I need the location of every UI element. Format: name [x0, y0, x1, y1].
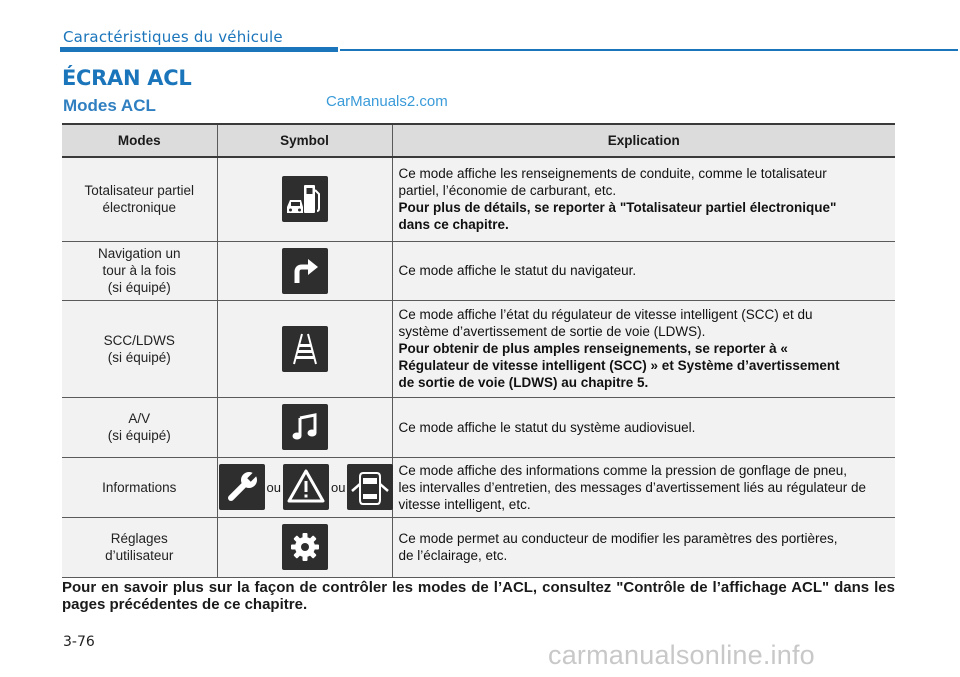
mode-cell: Réglages d’utilisateur: [62, 517, 217, 577]
warning-icon: [283, 464, 329, 510]
header-bar-thin: [340, 49, 958, 51]
explanation-cell: Ce mode permet au conducteur de modifier les paramètres des portières, de l’éclairage, etc.: [392, 517, 895, 577]
table-row: [62, 457, 895, 517]
mode-cell: Navigation un tour à la fois (si équipé): [62, 241, 217, 300]
table-row: [62, 517, 895, 577]
explanation-cell: Ce mode affiche l’état du régulateur de vitesse intelligent (SCC) et du système d’avertissement de sortie de voie (LDWS). Pour obtenir de plus amples renseignements, se reporter à « Régulateur de vitesse intelligent (SCC) » et Système d’avertissement de sortie de voie (LDWS) au chapitre 5.: [392, 300, 895, 397]
mode-cell: SCC/LDWS (si équipé): [62, 300, 217, 397]
symbol-cell: [217, 300, 392, 397]
header-bar-thick: [60, 47, 338, 52]
table-row: [62, 300, 895, 397]
table-row: [62, 157, 895, 241]
mode-cell: A/V (si équipé): [62, 397, 217, 457]
door-open-icon: [347, 464, 393, 510]
column-header-symbol: Symbol: [217, 124, 392, 157]
symbol-cell: [217, 397, 392, 457]
trip-fuel-icon: [282, 176, 328, 222]
symbol-cell: [217, 517, 392, 577]
wrench-icon: [219, 464, 265, 510]
watermark-bottom: carmanualsonline.info: [548, 640, 815, 670]
section-header: Caractéristiques du véhicule: [63, 28, 283, 46]
explanation-cell: Ce mode affiche le statut du système audiovisuel.: [392, 397, 895, 457]
mode-cell: Informations: [62, 457, 217, 517]
table-row: [62, 397, 895, 457]
footer-note: Pour en savoir plus sur la façon de contrôler les modes de l’ACL, consultez "Contrôle de l’affichage ACL" dans les pages précédentes de ce chapitre.: [62, 579, 895, 613]
symbol-cell: [217, 457, 392, 517]
separator-or: ou: [266, 479, 281, 495]
turn-arrow-icon: [282, 248, 328, 294]
mode-cell: Totalisateur partiel électronique: [62, 157, 217, 241]
page-title: ÉCRAN ACL: [62, 66, 192, 90]
music-note-icon: [282, 404, 328, 450]
symbol-cell: [217, 157, 392, 241]
modes-table: [62, 123, 895, 578]
explanation-cell: Ce mode affiche les renseignements de conduite, comme le totalisateur partiel, l’économie de carburant, etc. Pour plus de détails, se reporter à "Totalisateur partiel électronique" dans ce chapitre.: [392, 157, 895, 241]
lane-assist-icon: [282, 326, 328, 372]
column-header-modes: Modes: [62, 124, 217, 157]
page-number: 3-76: [63, 634, 95, 650]
section-subtitle: Modes ACL: [63, 96, 156, 115]
gear-icon: [282, 524, 328, 570]
symbol-cell: [217, 241, 392, 300]
explanation-cell: Ce mode affiche le statut du navigateur.: [392, 241, 895, 300]
table-header-row: [62, 124, 895, 157]
explanation-cell: Ce mode affiche des informations comme la pression de gonflage de pneu, les intervalles d’entretien, des messages d’avertissement liés au régulateur de vitesse intelligent, etc.: [392, 457, 895, 517]
column-header-explication: Explication: [392, 124, 895, 157]
table-row: [62, 241, 895, 300]
separator-or: ou: [330, 479, 346, 495]
watermark-top: CarManuals2.com: [326, 93, 448, 110]
